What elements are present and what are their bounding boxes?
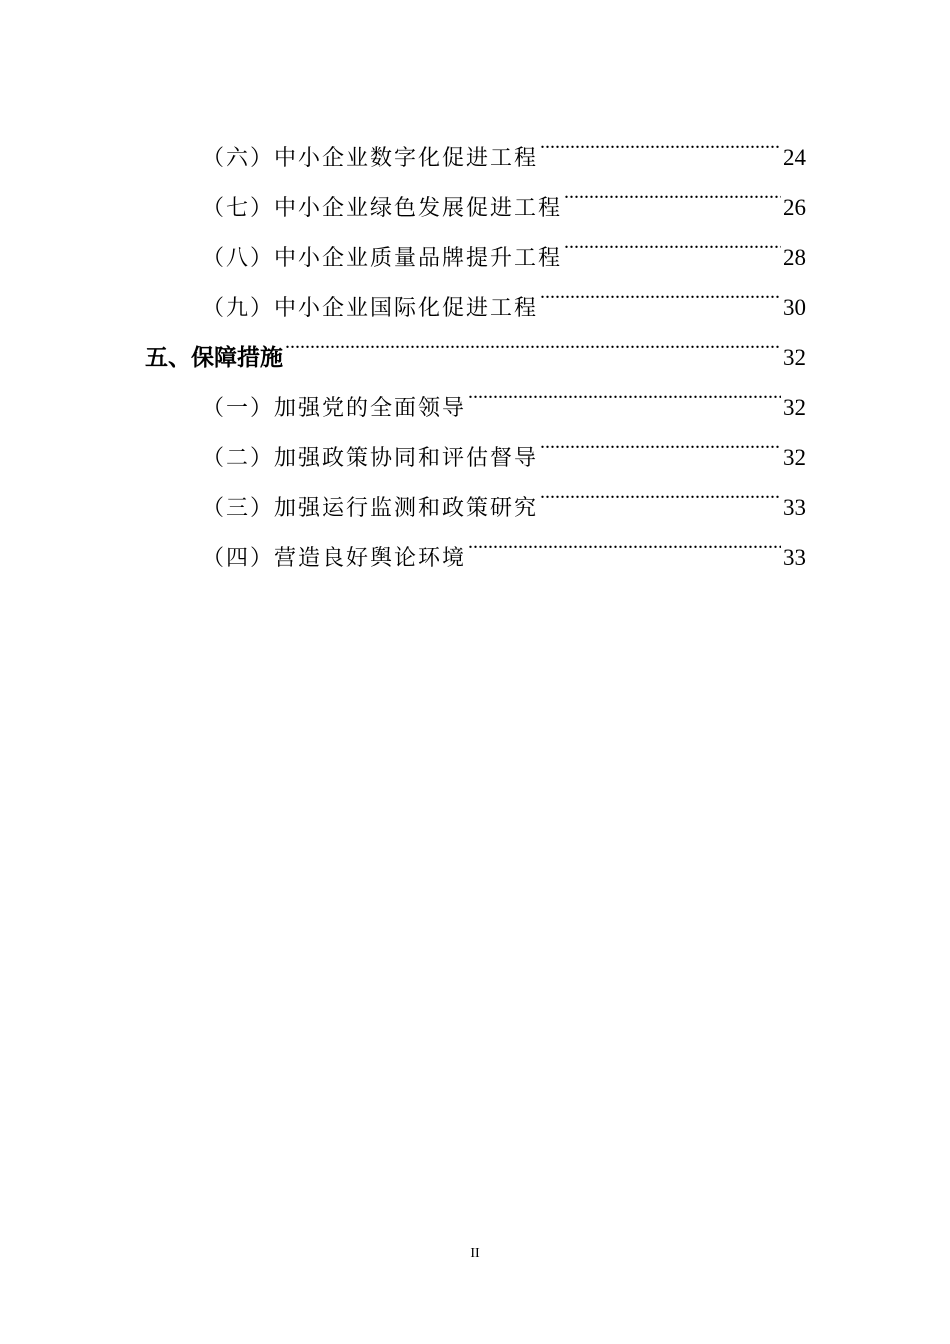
- toc-dot-leader: [468, 365, 781, 415]
- toc-dot-leader: [540, 465, 781, 515]
- toc-dot-leader: [468, 515, 781, 565]
- toc-dot-leader: [564, 165, 781, 215]
- toc-entry[interactable]: [202, 215, 806, 271]
- page-number: II: [470, 1246, 480, 1261]
- toc-entry-title: （四）营造良好舆论环境: [202, 546, 467, 571]
- toc-entry-page: 26: [783, 195, 806, 220]
- toc-entry-title: （一）加强党的全面领导: [202, 396, 467, 421]
- toc-entry-page: 32: [783, 345, 806, 370]
- toc-entry-page: 28: [783, 245, 806, 270]
- toc-entry[interactable]: [202, 465, 806, 521]
- toc-section-heading[interactable]: [145, 315, 806, 371]
- toc-dot-leader: [564, 215, 781, 265]
- toc-entry-title: （二）加强政策协同和评估督导: [202, 446, 539, 471]
- toc-dot-leader: [540, 115, 781, 165]
- toc-entry-page: 33: [783, 545, 806, 570]
- toc-entry-page: 32: [783, 445, 806, 470]
- toc-entry-title: 五、保障措施: [145, 345, 283, 371]
- toc-entry-page: 24: [783, 145, 806, 170]
- toc-entry[interactable]: [202, 165, 806, 221]
- toc-entry[interactable]: [202, 365, 806, 421]
- toc-entry-title: （九）中小企业国际化促进工程: [202, 296, 539, 321]
- toc-entry-page: 33: [783, 495, 806, 520]
- toc-dot-leader: [540, 265, 781, 315]
- toc-entry[interactable]: [202, 415, 806, 471]
- toc-dot-leader: [285, 315, 781, 365]
- toc-entry[interactable]: [202, 115, 806, 171]
- toc-entry[interactable]: [202, 265, 806, 321]
- toc-entry-page: 30: [783, 295, 806, 320]
- toc-entry-page: 32: [783, 395, 806, 420]
- toc-entry-title: （三）加强运行监测和政策研究: [202, 496, 539, 521]
- toc-entry-title: （八）中小企业质量品牌提升工程: [202, 246, 563, 271]
- toc-entry[interactable]: [202, 515, 806, 571]
- toc-entry-title: （六）中小企业数字化促进工程: [202, 146, 539, 171]
- toc-entry-title: （七）中小企业绿色发展促进工程: [202, 196, 563, 221]
- toc-dot-leader: [540, 415, 781, 465]
